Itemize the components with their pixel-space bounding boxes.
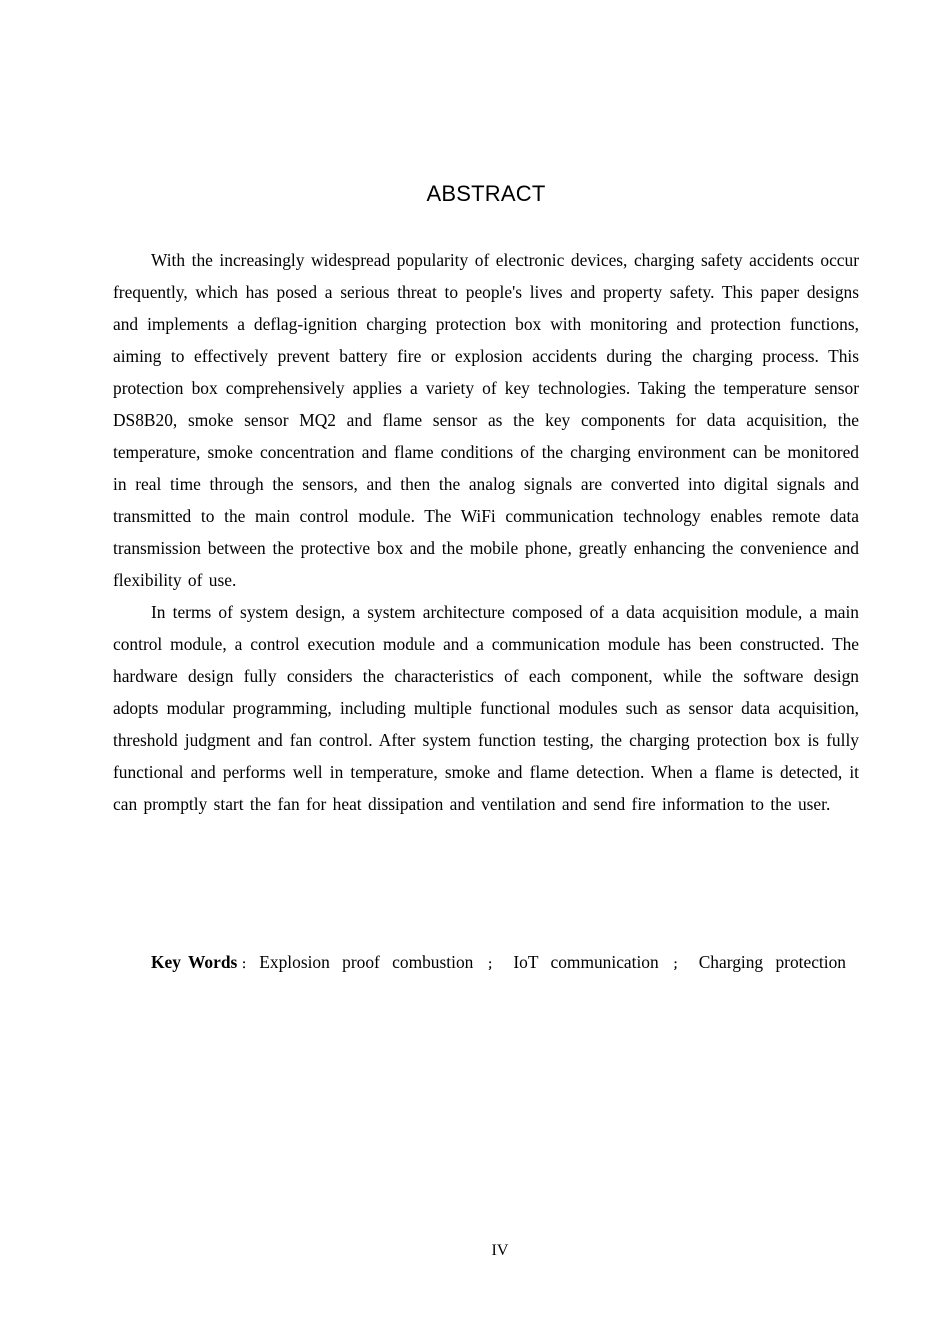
abstract-paragraph-2: In terms of system design, a system architecture composed of a data acquisition module, a main control module, a control execution module and a communication module has been constructed. The hardware design fully considers the characteristics of each component, while the software design adopts modular programming, including multiple functional modules such as sensor data acquisition, threshold judgment and fan control. After system function testing, the charging protection box is fully functional and performs well in temperature, smoke and flame detection. When a flame is detected, it can promptly start the fan for heat dissipation and ventilation and send fire information to the user. — [113, 602, 859, 814]
keyword-separator: ； — [672, 957, 685, 971]
keyword-separator: ； — [487, 957, 500, 971]
abstract-paragraph-1: With the increasingly widespread popularity of electronic devices, charging safety accidents occur frequently, which has posed a serious threat to people's lives and property safety. This paper designs and implements a deflag-ignition charging protection box with monitoring and protection functions, aiming to effectively prevent battery fire or explosion accidents during the charging process. This protection box comprehensively applies a variety of key technologies. Taking the temperature sensor DS8B20, smoke sensor MQ2 and flame sensor as the key components for data acquisition, the temperature, smoke concentration and flame conditions of the charging environment can be monitored in real time through the sensors, and then the analog signals are converted into digital signals and transmitted to the main control module. The WiFi communication technology enables remote data transmission between the protective box and the mobile phone, greatly enhancing the convenience and flexibility of use. — [113, 250, 859, 590]
abstract-body — [113, 244, 859, 820]
keywords-line — [113, 947, 859, 980]
keyword-item: Charging protection — [698, 952, 846, 972]
keywords-label: Key Words — [151, 952, 238, 972]
page-title: ABSTRACT — [426, 181, 546, 206]
keyword-item: IoT communication — [513, 952, 659, 972]
keyword-item: Explosion proof combustion — [259, 952, 474, 972]
keywords-colon: ： — [241, 957, 254, 971]
page-number: IV — [491, 1242, 509, 1259]
